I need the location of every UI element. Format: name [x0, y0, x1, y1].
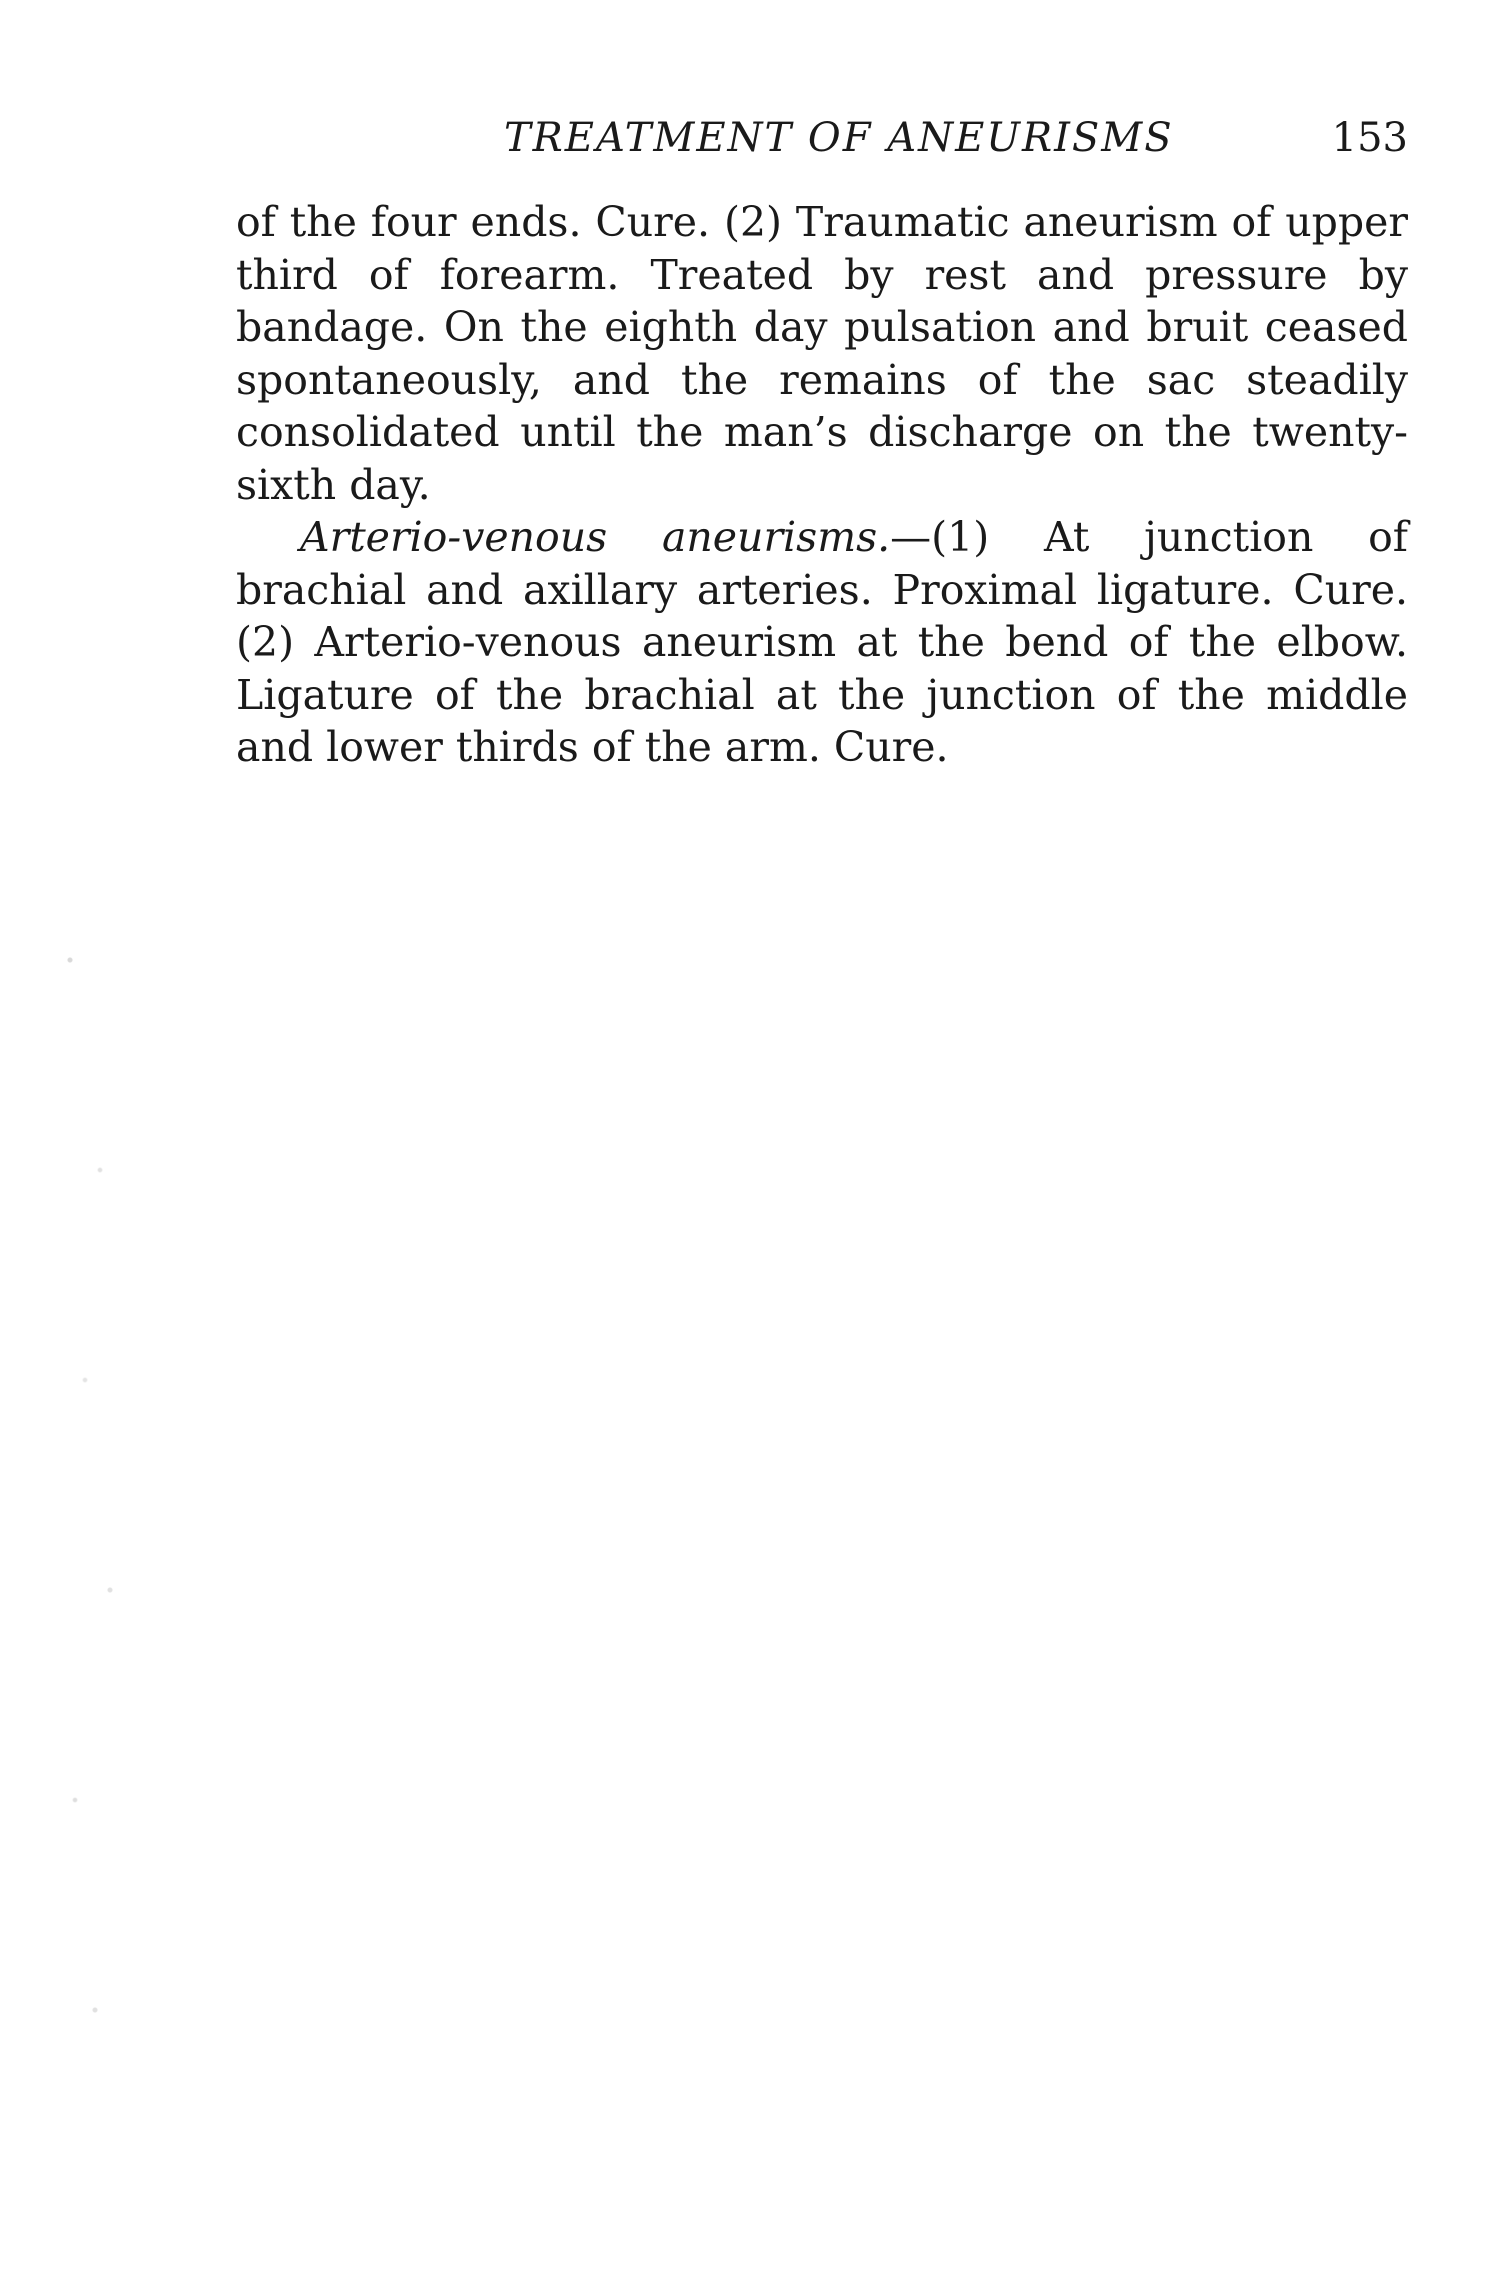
scan-gutter-speckle	[40, 820, 140, 2220]
paragraph-text: —(1) At junction of brachial and axillary arteries. Proximal ligature. Cure. (2) Arterio-venous aneurism at the bend of the elbow. Ligature of the brachial at the junction of the middle and lower thirds of the arm. Cure.	[236, 513, 1408, 771]
text-body	[236, 196, 1408, 774]
paragraph-continued: of the four ends. Cure. (2) Traumatic aneurism of upper third of forearm. Treated by rest and pressure by bandage. On the eighth day pulsation and bruit ceased spontaneously, and the remains of the sac steadily consolidated until the man’s discharge on the twenty-sixth day.	[236, 198, 1408, 509]
running-head	[236, 108, 1408, 168]
page-number: 153	[1331, 115, 1408, 161]
paragraph-arterio-venous	[236, 511, 1408, 774]
paragraph-heading: Arterio-venous aneurisms.	[300, 513, 891, 561]
running-title: TREATMENT OF ANEURISMS	[504, 115, 1174, 161]
